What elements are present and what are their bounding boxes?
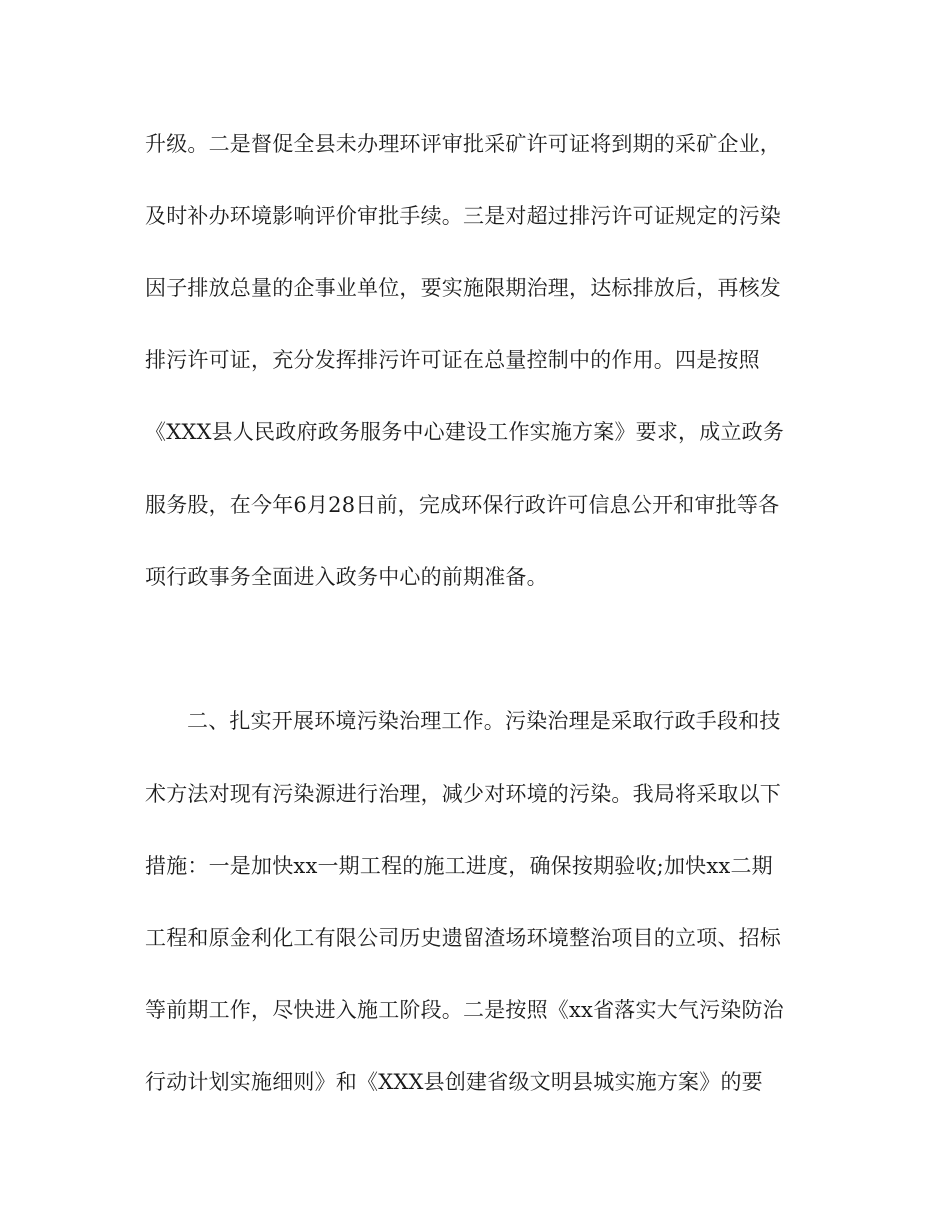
text-line: 项行政事务全面进入政务中心的前期准备。 xyxy=(145,565,548,589)
text-line: 术方法对现有污染源进行治理，减少对环境的污染。我局将采取以下 xyxy=(145,782,781,806)
text-line: 工程和原金利化工有限公司历史遗留渣场环境整治项目的立项、招标 xyxy=(145,926,781,950)
text-line: 升级。二是督促全县未办理环评审批采矿许可证将到期的采矿企业， xyxy=(145,132,781,156)
text-line: 排污许可证，充分发挥排污许可证在总量控制中的作用。四是按照 xyxy=(145,348,760,372)
text-line: 二、扎实开展环境污染治理工作。污染治理是采取行政手段和技 xyxy=(187,709,781,733)
text-line: 行动计划实施细则》和《XXX县创建省级文明县城实施方案》的要 xyxy=(145,1070,763,1094)
text-line: 《XXX县人民政府政务服务中心建设工作实施方案》要求，成立政务 xyxy=(145,420,785,444)
text-line: 服务股，在今年6月28日前，完成环保行政许可信息公开和审批等各 xyxy=(145,493,780,517)
text-line: 措施：一是加快xx一期工程的施工进度，确保按期验收;加快xx二期 xyxy=(145,854,773,878)
text-line: 等前期工作，尽快进入施工阶段。二是按照《xx省落实大气污染防治 xyxy=(145,998,784,1022)
text-line: 及时补办环境影响评价审批手续。三是对超过排污许可证规定的污染 xyxy=(145,204,781,228)
text-line: 因子排放总量的企事业单位，要实施限期治理，达标排放后，再核发 xyxy=(145,276,781,300)
